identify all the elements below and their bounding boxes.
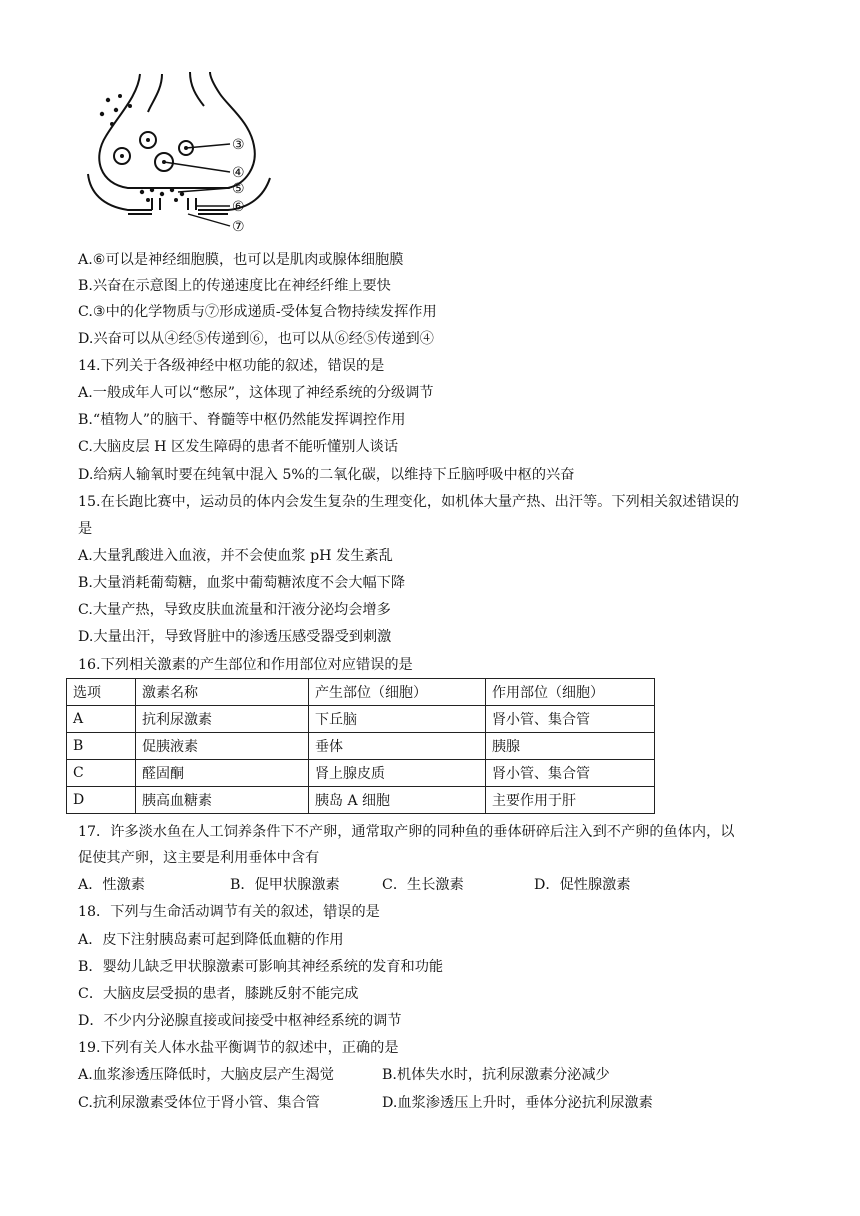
table-header-cell: 产生部位（细胞） (309, 679, 486, 706)
label-6: ⑥ (232, 199, 245, 215)
table-cell: 肾上腺皮质 (309, 760, 486, 787)
table-cell: 主要作用于肝 (486, 787, 655, 814)
q13-option-a: A.⑥可以是神经细胞膜，也可以是肌肉或腺体细胞膜 (78, 252, 404, 268)
table-cell: 垂体 (309, 733, 486, 760)
q18-option-c: C．大脑皮层受损的患者，膝跳反射不能完成 (78, 986, 359, 1002)
q17-option-d: D．促性腺激素 (534, 877, 631, 893)
q13-option-d: D.兴奋可以从④经⑤传递到⑥，也可以从⑥经⑤传递到④ (78, 331, 434, 347)
table-header-cell: 作用部位（细胞） (486, 679, 655, 706)
q19-option-a: A.血浆渗透压降低时，大脑皮层产生渴觉 (78, 1067, 334, 1083)
q18-option-b: B．婴幼儿缺乏甲状腺激素可影响其神经系统的发育和功能 (78, 959, 444, 975)
q15-option-c: C.大量产热，导致皮肤血流量和汗液分泌均会增多 (78, 602, 391, 618)
q18-stem-pre: 18．下列与生命活动调节有关的叙述， (78, 904, 324, 920)
table-row (67, 706, 655, 733)
table-cell: C (67, 760, 136, 787)
q15-option-d: D.大量出汗，导致肾脏中的渗透压感受器受到刺激 (78, 629, 392, 645)
table-header-cell: 激素名称 (136, 679, 309, 706)
table-row (67, 760, 655, 787)
hormone-table (66, 678, 655, 814)
label-3: ③ (232, 137, 245, 153)
q18-emphasis-char: 错 (323, 904, 338, 920)
table-cell: 下丘脑 (309, 706, 486, 733)
axon-inner (148, 74, 162, 112)
table-cell: D (67, 787, 136, 814)
q17-option-b: B．促甲状腺激素 (230, 877, 340, 893)
q17-option-c: C．生长激素 (382, 877, 464, 893)
q14-option-d: D.给病人输氧时要在纯氧中混入 5%的二氧化碳，以维持下丘脑呼吸中枢的兴奋 (78, 467, 575, 483)
q19-stem: 19.下列有关人体水盐平衡调节的叙述中，正确的是 (78, 1040, 399, 1056)
table-cell: 胰腺 (486, 733, 655, 760)
label-7: ⑦ (232, 219, 245, 235)
synapse-diagram (78, 66, 278, 238)
q18-option-a: A．皮下注射胰岛素可起到降低血糖的作用 (78, 932, 344, 948)
q15-option-a: A.大量乳酸进入血液，并不会使血浆 pH 发生紊乱 (78, 548, 393, 564)
q14-option-a: A.一般成年人可以“憋尿”，这体现了神经系统的分级调节 (78, 385, 434, 401)
q18-option-d: D．不少内分泌腺直接或间接受中枢神经系统的调节 (78, 1013, 402, 1029)
q18-emphasis-char: 误 (337, 904, 352, 920)
table-row (67, 733, 655, 760)
table-header-cell: 选项 (67, 679, 136, 706)
q17-stem-line2: 促使其产卵，这主要是利用垂体中含有 (78, 850, 320, 866)
q14-option-b: B.“植物人”的脑干、脊髓等中枢仍然能发挥调控作用 (78, 412, 406, 428)
q16-stem: 16.下列相关激素的产生部位和作用部位对应错误的是 (78, 657, 413, 673)
q14-option-c: C.大脑皮层 H 区发生障碍的患者不能听懂别人谈话 (78, 439, 399, 455)
table-header-row (67, 679, 655, 706)
table-cell: 促胰液素 (136, 733, 309, 760)
q17-option-a: A．性激素 (78, 877, 145, 893)
q19-option-b: B.机体失水时，抗利尿激素分泌减少 (382, 1067, 610, 1083)
table-cell: 醛固酮 (136, 760, 309, 787)
table-row (67, 787, 655, 814)
q13-option-b: B.兴奋在示意图上的传递速度比在神经纤维上要快 (78, 278, 391, 294)
table-cell: 胰岛 A 细胞 (309, 787, 486, 814)
q15-option-b: B.大量消耗葡萄糖，血浆中葡萄糖浓度不会大幅下降 (78, 575, 406, 591)
table-cell: B (67, 733, 136, 760)
receptor-right (188, 198, 196, 210)
q15-stem-line2: 是 (78, 521, 93, 537)
label-4: ④ (232, 165, 245, 181)
table-cell: A (67, 706, 136, 733)
q19-option-d: D.血浆渗透压上升时，垂体分泌抗利尿激素 (382, 1095, 653, 1111)
table-cell: 肾小管、集合管 (486, 760, 655, 787)
q18-stem-post: 的是 (351, 904, 380, 920)
table-cell: 肾小管、集合管 (486, 706, 655, 733)
q18-stem (78, 902, 380, 922)
q19-option-c: C.抗利尿激素受体位于肾小管、集合管 (78, 1095, 320, 1111)
receptor-left (152, 198, 160, 210)
q17-stem-line1: 17．许多淡水鱼在人工饲养条件下不产卵，通常取产卵的同种鱼的垂体研碎后注入到不产卵的鱼体内，以 (78, 824, 735, 840)
q13-option-c: C.③中的化学物质与⑦形成递质-受体复合物持续发挥作用 (78, 304, 437, 320)
table-cell: 抗利尿激素 (136, 706, 309, 733)
q15-stem-line1: 15.在长跑比赛中，运动员的体内会发生复杂的生理变化，如机体大量产热、出汗等。下列相关叙述错误的 (78, 494, 740, 510)
axon-inner-right (190, 72, 204, 106)
table-cell: 胰高血糖素 (136, 787, 309, 814)
q14-stem: 14.下列关于各级神经中枢功能的叙述，错误的是 (78, 358, 385, 374)
label-5: ⑤ (232, 181, 245, 197)
